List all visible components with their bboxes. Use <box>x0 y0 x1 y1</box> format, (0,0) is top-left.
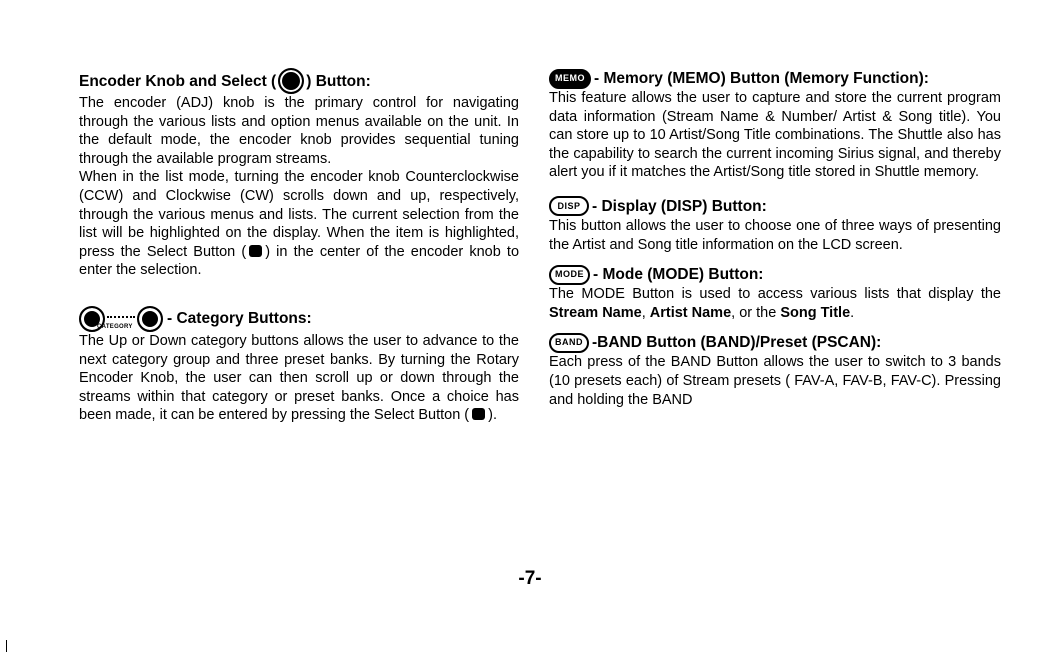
mode-button-icon: MODE <box>549 265 590 285</box>
mode-sep-1: , <box>641 304 650 321</box>
encoder-heading <box>79 68 519 94</box>
disp-paragraph: This button allows the user to choose one of three ways of presenting the Artist and Song title information on the LCD screen. <box>549 217 1001 253</box>
encoder-knob-icon <box>278 68 304 94</box>
band-paragraph: Each press of the BAND Button allows the user to switch to 3 bands (10 presets each) of Stream presets ( FAV-A, FAV-B, FAV-C). Pressing and holding the BAND <box>549 354 1001 408</box>
select-button-icon <box>472 408 485 420</box>
disp-heading <box>549 196 1001 217</box>
page-number: -7- <box>518 568 542 589</box>
disp-section <box>549 196 1001 254</box>
left-column <box>79 68 519 435</box>
band-heading <box>549 332 1001 353</box>
memo-heading <box>549 68 1001 89</box>
mode-section <box>549 264 1001 322</box>
encoder-paragraph-1: The encoder (ADJ) knob is the primary control for navigating through the various lists and option menus available on the unit. In the default mode, the encoder knob provides sequential tuning through the available program streams. <box>79 95 519 167</box>
category-p-b: ). <box>488 407 497 424</box>
mode-bold-song-title: Song Title <box>780 304 851 321</box>
select-button-icon <box>249 245 262 257</box>
memo-section <box>549 68 1001 182</box>
disp-button-icon: DISP <box>549 196 589 216</box>
mode-heading <box>549 264 1001 285</box>
mode-p-a: The MODE Button is used to access various lists that display the <box>549 286 1001 303</box>
category-heading <box>79 306 519 332</box>
mode-bold-stream-name: Stream Name <box>549 304 642 321</box>
encoder-section <box>79 68 519 280</box>
category-paragraph <box>79 332 519 425</box>
mode-p-end: . <box>850 304 855 321</box>
encoder-p2-b: ) in the center of the encoder knob to enter the selection. <box>79 243 520 279</box>
category-p-a: The Up or Down category buttons allows the user to advance to the next category group and three preset banks. By turning the Rotary Encoder Knob, the user can then scroll up or down through the streams within that category or preset banks. Once a choice has been made, it can be entered by pressing the Select Button ( <box>79 332 519 424</box>
category-section <box>79 306 519 425</box>
category-down-icon <box>137 306 163 332</box>
mode-sep-2: , or the <box>731 304 781 321</box>
encoder-paragraph-2 <box>79 168 519 280</box>
mode-bold-artist-name: Artist Name <box>649 304 732 321</box>
mode-heading-text: - Mode (MODE) Button: <box>593 266 764 284</box>
category-icon-label: CATEGORY <box>97 323 133 330</box>
memo-paragraph: This feature allows the user to capture and store the current program data information (Stream Name & Number/ Artist & Song title). You can store up to 10 Artist/Song Title combinations. The Shuttle also has the capability to search the current incoming Sirius signal, and thereby alert you if it matches the Artist/Song title stored in Shuttle memory. <box>549 90 1001 181</box>
memo-button-icon: MEMO <box>549 69 591 89</box>
disp-heading-text: - Display (DISP) Button: <box>592 197 767 215</box>
band-heading-text: -BAND Button (BAND)/Preset (PSCAN): <box>592 334 882 352</box>
category-buttons-icon <box>79 306 163 332</box>
band-button-icon: BAND <box>549 333 589 353</box>
memo-heading-text: - Memory (MEMO) Button (Memory Function): <box>594 70 929 87</box>
category-heading-text: - Category Buttons: <box>167 310 312 328</box>
band-section <box>549 332 1001 409</box>
encoder-heading-post: ) Button: <box>306 72 371 90</box>
mode-paragraph <box>549 285 1001 322</box>
right-column <box>549 68 1001 419</box>
encoder-p2-a: When in the list mode, turning the encoder knob Counterclockwise (CCW) and Clockwise (CW) scrolls down and up, respectively, through the various menus and lists. The current selection from the list will be highlighted on the display. When the item is highlighted, press the Select Button ( <box>79 169 519 260</box>
encoder-heading-pre: Encoder Knob and Select ( <box>79 72 277 90</box>
scan-edge-mark <box>6 640 7 652</box>
